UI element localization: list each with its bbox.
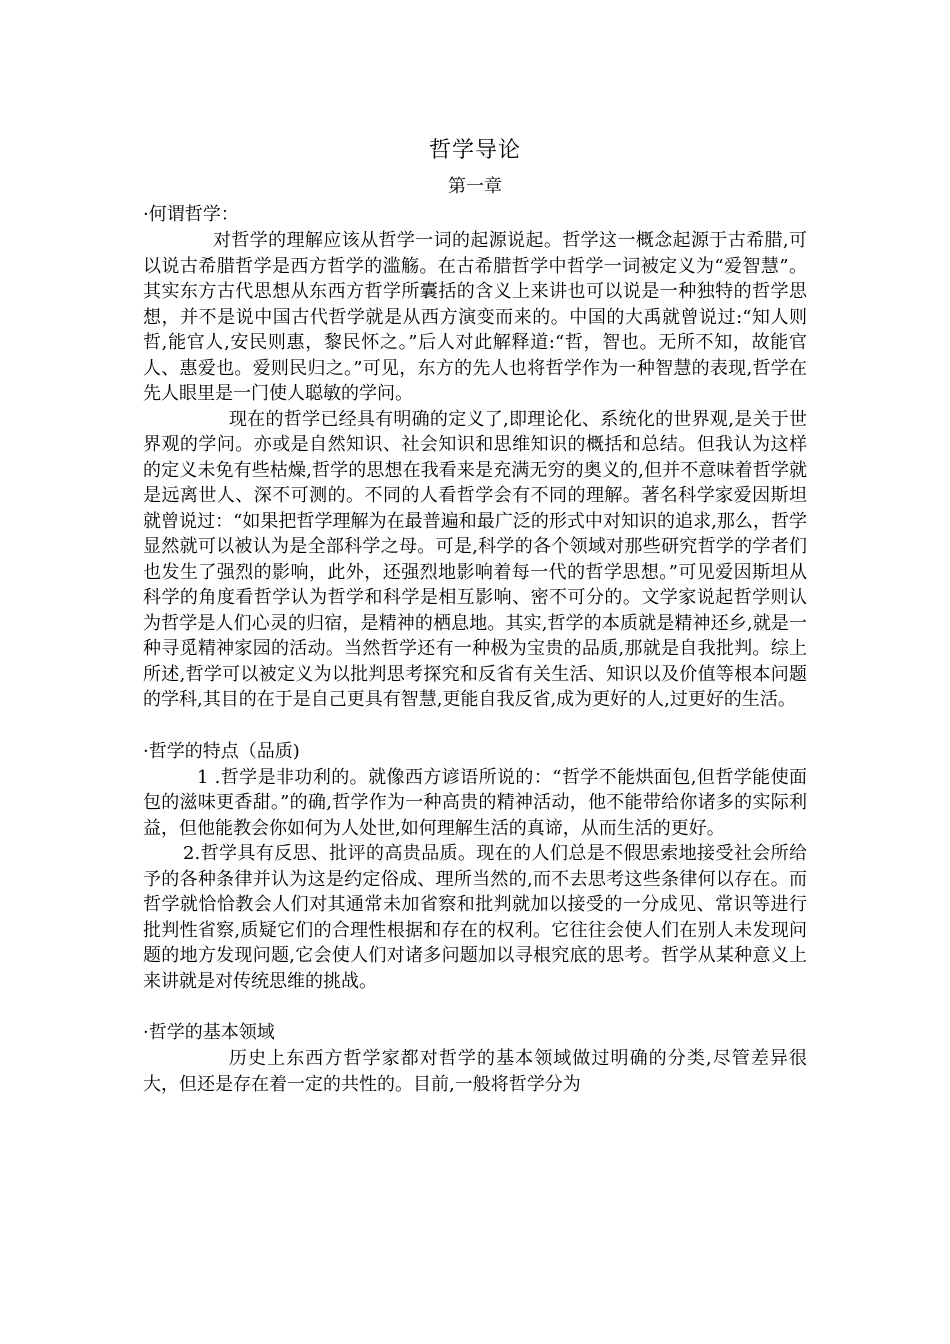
- paragraph: 2.哲学具有反思、批评的高贵品质。现在的人们总是不假思索地接受社会所给予的各种条律并认为这是约定俗成、理所当然的,而不去思考这些条律何以存在。而哲学就恰恰教会人们对其通常未加省察和批判就加以接受的一分成见、常识等进行批判性省察,质疑它们的合理性根据和存在的权利。它往往会使人们在别人未发现问题的地方发现问题,它会使人们对诸多问题加以寻根究底的思考。哲学从某种意义上来讲就是对传统思维的挑战。: [143, 843, 807, 992]
- paragraph: 历史上东西方哲学家都对哲学的基本领域做过明确的分类,尽管差异很大，但还是存在着一定的共性的。目前,一般将哲学分为: [143, 1048, 807, 1095]
- section-spacer: [143, 713, 807, 739]
- document-title: 哲学导论: [428, 138, 521, 163]
- section-heading-what-is-philosophy: ·何谓哲学：: [143, 204, 239, 225]
- document-page: [143, 136, 807, 1097]
- paragraph: 现在的哲学已经具有明确的定义了,即理论化、系统化的世界观,是关于世界观的学问。亦或是自然知识、社会知识和思维知识的概括和总结。但我认为这样的定义未免有些枯燥,哲学的思想在我看来是充满无穷的奥义的,但并不意味着哲学就是远离世人、深不可测的。不同的人看哲学会有不同的理解。著名科学家爱因斯坦就曾说过：“如果把哲学理解为在最普遍和最广泛的形式中对知识的追求,那么，哲学显然就可以被认为是全部科学之母。可是,科学的各个领域对那些研究哲学的学者们也发生了强烈的影响，此外，还强烈地影响着每一代的哲学思想。”可见爱因斯坦从科学的角度看哲学认为哲学和科学是相互影响、密不可分的。文学家说起哲学则认为哲学是人们心灵的归宿，是精神的栖息地。其实,哲学的本质就是精神还乡,就是一种寻觅精神家园的活动。当然哲学还有一种极为宝贵的品质,那就是自我批判。综上所述,哲学可以被定义为以批判思考探究和反省有关生活、知识以及价值等根本问题的学科,其目的在于是自己更具有智慧,更能自我反省,成为更好的人,过更好的生活。: [143, 408, 807, 710]
- paragraph: 对哲学的理解应该从哲学一词的起源说起。哲学这一概念起源于古希腊,可以说古希腊哲学是西方哲学的滥觞。在古希腊哲学中哲学一词被定义为“爱智慧”。其实东方古代思想从东西方哲学所囊括的含义上来讲也可以说是一种独特的哲学思想，并不是说中国古代哲学就是从西方演变而来的。中国的大禹就曾说过:“知人则哲,能官人,安民则惠，黎民怀之。”后人对此解释道:“哲，智也。无所不知，故能官人、惠爱也。爱则民归之。”可见，东方的先人也将哲学作为一种智慧的表现,哲学在先人眼里是一门使人聪敏的学问。: [143, 230, 807, 404]
- paragraph: 1 .哲学是非功利的。就像西方谚语所说的：“哲学不能烘面包,但哲学能使面包的滋味更香甜。”的确,哲学作为一种高贵的精神活动，他不能带给你诸多的实际利益，但他能教会你如何为人处世,如何理解生活的真谛，从而生活的更好。: [143, 766, 807, 839]
- section-heading-characteristics: ·哲学的特点（品质): [143, 740, 300, 762]
- section-heading-basic-domains: ·哲学的基本领域: [143, 1022, 275, 1043]
- section-spacer: [143, 994, 807, 1020]
- chapter-heading: 第一章: [448, 176, 502, 197]
